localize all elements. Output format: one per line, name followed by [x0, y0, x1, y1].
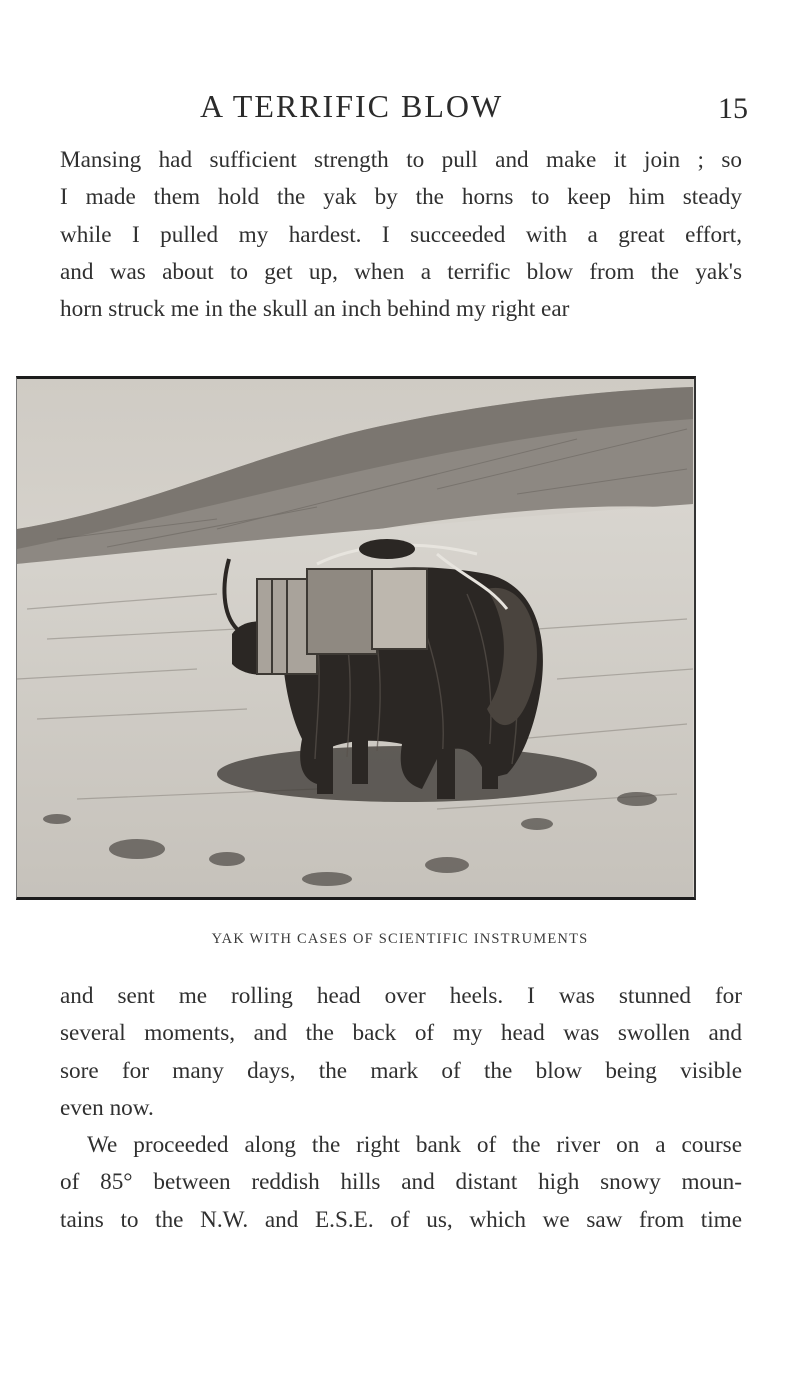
text-line: Mansing had sufficient strength to pull and make it join ; so — [60, 147, 742, 173]
page-header — [0, 88, 800, 128]
text-line: of 85° between reddish hills and distant high snowy moun- — [60, 1169, 742, 1196]
figure-caption: YAK WITH CASES OF SCIENTIFIC INSTRUMENTS — [211, 931, 589, 947]
paragraph-1 — [60, 142, 742, 328]
text-line: while I pulled my hardest. I succeeded with a great effort, — [60, 221, 742, 248]
text-line: sore for many days, the mark of the blow being visible — [60, 1057, 742, 1084]
text-line: and was about to get up, when a terrific blow from the yak's — [60, 258, 742, 285]
text-line: several moments, and the back of my head was swollen and — [60, 1020, 742, 1047]
paragraph-3 — [60, 1127, 742, 1239]
text-line: horn struck me in the skull an inch behind my right ear — [60, 296, 570, 323]
running-title: A TERRIFIC BLOW — [200, 88, 504, 124]
text-line: and sent me rolling head over heels. I was stunned for — [60, 983, 742, 1009]
yak-illustration — [17, 379, 693, 897]
text-line: tains to the N.W. and E.S.E. of us, which we saw from time — [60, 1206, 742, 1233]
page-number: 15 — [718, 92, 748, 125]
text-line: I made them hold the yak by the horns to keep him steady — [60, 184, 742, 211]
text-line: even now. — [60, 1094, 154, 1121]
paragraph-2 — [60, 978, 742, 1127]
illustration-plate — [16, 376, 696, 900]
text-line: We proceeded along the right bank of the river on a course — [87, 1132, 742, 1158]
